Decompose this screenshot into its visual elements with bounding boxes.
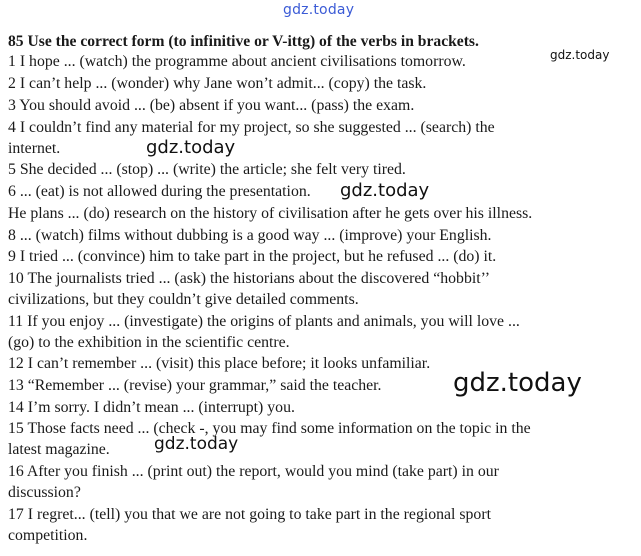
- exercise-line-3: 3 You should avoid ... (be) absent if you want... (pass) the exam.: [8, 97, 415, 114]
- exercise-title: 85 Use the correct form (to infinitive or V-ittg) of the verbs in brackets.: [8, 33, 479, 50]
- exercise-line-10: 10 The journalists tried ... (ask) the historians about the discovered “hobbit’’: [8, 270, 490, 287]
- watermark: gdz.today: [550, 48, 610, 62]
- exercise-line-4: 4 I couldn’t find any material for my project, so she suggested ... (search) the: [8, 119, 495, 136]
- exercise-line-11-cont: (go) to the exhibition in the scientific centre.: [8, 334, 290, 351]
- exercise-line-8: 8 ... (watch) films without dubbing is a good way ... (improve) your English.: [8, 227, 492, 244]
- watermark: gdz.today: [146, 137, 236, 158]
- watermark: gdz.today: [154, 434, 239, 454]
- watermark: gdz.today: [340, 180, 430, 201]
- exercise-line-16-cont: discussion?: [8, 484, 81, 501]
- exercise-line-4-cont: internet.: [8, 140, 61, 157]
- exercise-line-10-cont: civilizations, but they couldn’t give detailed comments.: [8, 291, 359, 308]
- exercise-line-1: 1 I hope ... (watch) the programme about ancient civilisations tomorrow.: [8, 53, 466, 70]
- exercise-line-16: 16 After you finish ... (print out) the report, would you mind (take part) in our: [8, 463, 499, 480]
- exercise-line-7: He plans ... (do) research on the history of civilisation after he gets over his illness.: [8, 205, 533, 222]
- exercise-line-13: 13 “Remember ... (revise) your grammar,” said the teacher.: [8, 377, 382, 394]
- exercise-line-11: 11 If you enjoy ... (investigate) the origins of plants and animals, you will love ...: [8, 313, 520, 330]
- exercise-line-17: 17 I regret... (tell) you that we are not going to take part in the regional sport: [8, 506, 491, 523]
- exercise-line-12: 12 I can’t remember ... (visit) this place before; it looks unfamiliar.: [8, 355, 431, 372]
- exercise-line-5: 5 She decided ... (stop) ... (write) the article; she felt very tired.: [8, 161, 406, 178]
- exercise-line-2: 2 I can’t help ... (wonder) why Jane won’t admit... (copy) the task.: [8, 75, 427, 92]
- site-watermark-top: gdz.today: [283, 2, 355, 18]
- exercise-line-14: 14 I’m sorry. I didn’t mean ... (interrupt) you.: [8, 399, 295, 416]
- exercise-line-6: 6 ... (eat) is not allowed during the presentation.: [8, 183, 311, 200]
- exercise-line-15-cont: latest magazine.: [8, 441, 110, 458]
- watermark: gdz.today: [453, 368, 582, 398]
- exercise-line-15: 15 Those facts need ... (check -, you may find some information on the topic in the: [8, 420, 531, 437]
- exercise-line-17-cont: competition.: [8, 527, 88, 544]
- exercise-line-9: 9 I tried ... (convince) him to take part in the project, but he refused ... (do) it.: [8, 248, 497, 265]
